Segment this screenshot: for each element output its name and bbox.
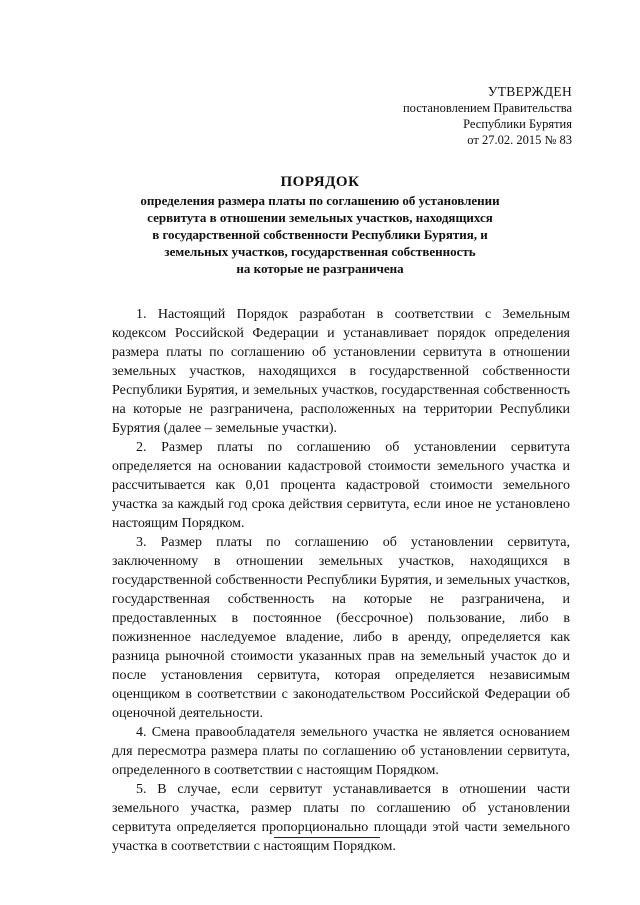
document-subtitle-line-4: земельных участков, государственная собственность	[164, 244, 476, 259]
document-subtitle-line-2: сервитута в отношении земельных участков, находящихся	[147, 210, 493, 225]
paragraph-3: 3. Размер платы по соглашению об установлении сервитута, заключенному в отношении земельных участков, находящихся в государственной собственности Республики Бурятия, и земельных участков, государственная собственность на которые не разграничена, и предоставленных в постоянное (бессрочное) пользование, либо в пожизненное наследуемое владение, либо в аренду, определяется как разница рыночной стоимости указанных прав на земельный участок до и после установления сервитута, которая определяется независимым оценщиком в соответствии с законодательством Российской Федерации об оценочной деятельности.	[112, 535, 570, 721]
approval-stamp	[403, 84, 572, 148]
paragraph-5: 5. В случае, если сервитут устанавливается в отношении части земельного участка, размер платы по соглашению об установлении сервитута определяется пропорционально площади этой части земельного участка в соответствии с настоящим Порядком.	[112, 782, 570, 854]
approval-heading: УТВЕРЖДЕН	[487, 84, 572, 99]
document-title-block	[80, 172, 560, 277]
paragraph-4: 4. Смена правообладателя земельного участка не является основанием для пересмотра размера платы по соглашению об установлении сервитута, определенного в соответствии с настоящим Порядком.	[112, 725, 570, 778]
approval-date-number: от 27.02. 2015 № 83	[467, 133, 572, 147]
approval-line-1: постановлением Правительства	[402, 101, 572, 115]
paragraph-1: 1. Настоящий Порядок разработан в соответствии с Земельным кодексом Российской Федерации и устанавливает порядок определения размера платы по соглашению об установлении сервитута в отношении земельных участков, находящихся в государственной собственности Республики Бурятия, и земельных участков, государственная собственность на которые не разграничена, расположенных на территории Республики Бурятия (далее – земельные участки).	[112, 307, 570, 436]
end-separator-line	[274, 837, 380, 838]
paragraph-2: 2. Размер платы по соглашению об установлении сервитута определяется на основании кадастровой стоимости земельного участка и рассчитывается как 0,01 процента кадастровой стоимости земельного участка за каждый год срока действия сервитута, если иное не установлено настоящим Порядком.	[112, 440, 570, 531]
document-subtitle-line-5: на которые не разграничена	[236, 261, 404, 276]
document-subtitle-line-1: определения размера платы по соглашению об установлении	[140, 193, 500, 208]
approval-line-2: Республики Бурятия	[463, 117, 572, 131]
document-subtitle-line-3: в государственной собственности Республики Бурятия, и	[152, 227, 488, 242]
document-title: ПОРЯДОК	[280, 174, 360, 190]
document-body	[112, 305, 570, 856]
